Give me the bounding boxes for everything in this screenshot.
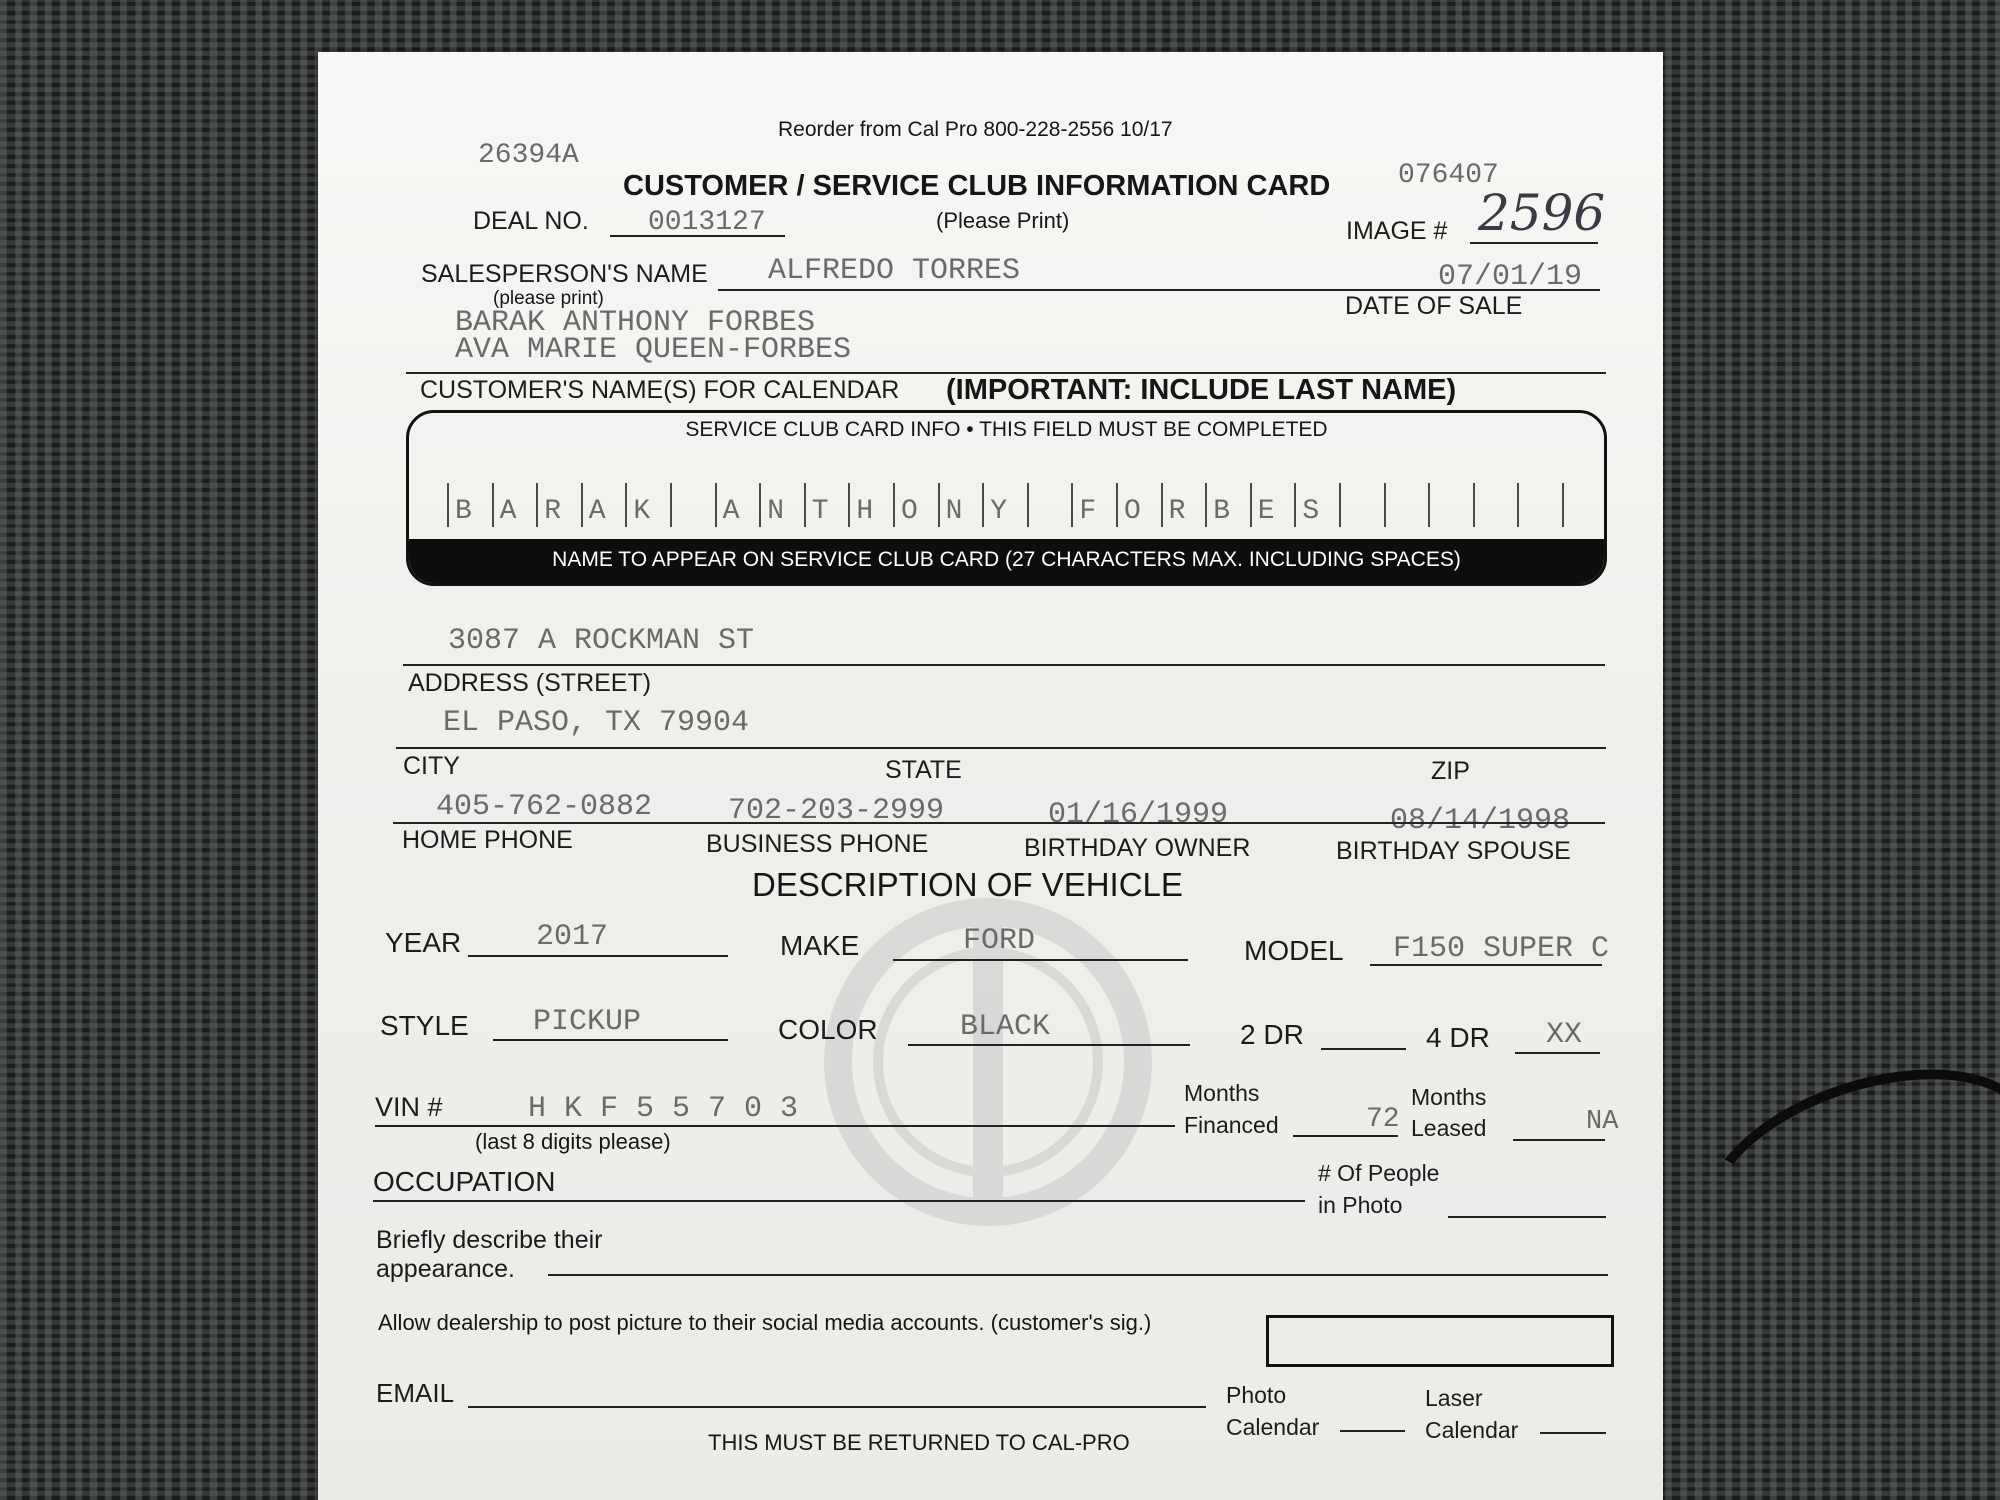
service-club-footer-band xyxy=(409,539,1604,583)
customer-names-label: CUSTOMER'S NAME(S) FOR CALENDAR xyxy=(420,376,900,404)
appearance-label-line1: Briefly describe their xyxy=(376,1226,603,1254)
home-phone-value: 405-762-0882 xyxy=(436,790,653,824)
image-no-value: 2596 xyxy=(1478,184,1606,242)
service-club-char: S xyxy=(1302,496,1320,527)
service-club-char: N xyxy=(767,496,784,527)
service-club-char-box xyxy=(938,483,984,527)
cable xyxy=(1681,1032,2000,1308)
form-title: CUSTOMER / SERVICE CLUB INFORMATION CARD xyxy=(623,170,1331,202)
zip-label: ZIP xyxy=(1431,757,1470,785)
salesperson-value: ALFREDO TORRES xyxy=(768,254,1021,288)
service-club-char-box xyxy=(1428,483,1474,527)
style-value: PICKUP xyxy=(533,1005,642,1039)
make-label: MAKE xyxy=(780,930,860,961)
service-club-char-box xyxy=(848,483,894,527)
model-label: MODEL xyxy=(1244,935,1344,966)
service-club-char: A xyxy=(722,496,740,527)
service-club-char-box xyxy=(581,483,627,527)
service-club-char: K xyxy=(633,496,651,527)
service-club-char: R xyxy=(1168,496,1186,527)
service-club-char-box xyxy=(1384,483,1430,527)
social-media-consent-label: Allow dealership to post picture to their social media accounts. (customer's sig.) xyxy=(378,1310,1152,1335)
service-club-char: A xyxy=(499,496,517,527)
date-of-sale-label: DATE OF SALE xyxy=(1345,292,1523,320)
address-label: ADDRESS (STREET) xyxy=(408,669,652,697)
service-club-char-box xyxy=(1205,483,1251,527)
customer-signature-box[interactable] xyxy=(1266,1315,1614,1367)
salesperson-label: SALESPERSON'S NAME xyxy=(421,260,708,288)
email-label: EMAIL xyxy=(376,1378,455,1408)
customer-name-1: BARAK ANTHONY FORBES xyxy=(455,306,816,340)
two-door-label: 2 DR xyxy=(1240,1019,1304,1050)
service-club-header: SERVICE CLUB CARD INFO • THIS FIELD MUST BE COMPLETED xyxy=(685,418,1328,441)
service-club-char-box xyxy=(1294,483,1340,527)
vehicle-section-header: DESCRIPTION OF VEHICLE xyxy=(752,866,1183,903)
year-label: YEAR xyxy=(385,927,462,958)
service-club-char-box xyxy=(492,483,538,527)
color-label: COLOR xyxy=(778,1014,878,1045)
service-club-char-box xyxy=(1473,483,1519,527)
photo-calendar-label-line1: Photo xyxy=(1226,1382,1287,1408)
service-club-char-box xyxy=(759,483,805,527)
service-club-char: R xyxy=(544,496,561,527)
service-club-char-box xyxy=(1116,483,1162,527)
service-club-char-box xyxy=(893,483,939,527)
service-club-char: F xyxy=(1079,496,1097,527)
service-club-char: N xyxy=(945,496,963,527)
people-in-photo-label-line1: # Of People xyxy=(1318,1160,1440,1186)
date-of-sale-value: 07/01/19 xyxy=(1438,260,1583,294)
return-to-cal-pro-note: THIS MUST BE RETURNED TO CAL-PRO xyxy=(708,1430,1130,1455)
birthday-spouse-label: BIRTHDAY SPOUSE xyxy=(1336,837,1571,865)
deal-no-value: 0013127 xyxy=(648,207,766,238)
color-value: BLACK xyxy=(960,1010,1051,1044)
service-club-char-box xyxy=(715,483,761,527)
people-in-photo-label-line2: in Photo xyxy=(1318,1192,1403,1218)
vin-value: H K F 5 5 7 0 3 xyxy=(528,1092,799,1126)
service-club-char-box xyxy=(1027,483,1073,527)
style-label: STYLE xyxy=(380,1010,469,1041)
service-club-char-box xyxy=(670,483,716,527)
service-club-char: T xyxy=(811,496,829,527)
service-club-char-box xyxy=(625,483,671,527)
service-club-char: E xyxy=(1257,496,1275,527)
service-club-char-box xyxy=(1339,483,1385,527)
service-club-box xyxy=(406,410,1607,586)
months-financed-value: 72 xyxy=(1366,1104,1400,1135)
months-financed-label-line2: Financed xyxy=(1184,1112,1279,1138)
service-club-char: B xyxy=(455,496,472,527)
service-club-char: A xyxy=(588,496,606,527)
make-value: FORD xyxy=(963,924,1036,958)
deal-no-label: DEAL NO. xyxy=(473,207,589,235)
laser-calendar-label-line1: Laser xyxy=(1425,1385,1483,1411)
service-club-char-box xyxy=(982,483,1028,527)
photo-calendar-label-line2: Calendar xyxy=(1226,1414,1320,1440)
service-club-char: H xyxy=(856,496,874,527)
months-leased-value: NA xyxy=(1586,1107,1619,1137)
birthday-owner-value: 01/16/1999 xyxy=(1048,798,1229,832)
service-club-char-box xyxy=(1517,483,1563,527)
business-phone-label: BUSINESS PHONE xyxy=(706,830,929,858)
salesperson-sub-label: (please print) xyxy=(493,288,604,309)
city-value: EL PASO, TX 79904 xyxy=(443,706,750,740)
months-financed-label-line1: Months xyxy=(1184,1080,1260,1106)
address-value: 3087 A ROCKMAN ST xyxy=(448,624,755,658)
state-label: STATE xyxy=(885,756,962,784)
city-label: CITY xyxy=(403,752,460,780)
occupation-label: OCCUPATION xyxy=(373,1166,556,1197)
service-club-char: O xyxy=(1124,496,1141,527)
months-leased-label-line2: Leased xyxy=(1411,1115,1487,1141)
service-club-char-box xyxy=(1161,483,1207,527)
image-no-label: IMAGE # xyxy=(1346,217,1448,245)
service-club-char-box xyxy=(804,483,850,527)
year-value: 2017 xyxy=(536,920,609,954)
service-club-char-box xyxy=(536,483,582,527)
service-club-char-box xyxy=(1071,483,1117,527)
service-club-char: O xyxy=(901,496,918,527)
laser-calendar-label-line2: Calendar xyxy=(1425,1417,1519,1443)
customer-name-2: AVA MARIE QUEEN-FORBES xyxy=(455,333,852,367)
four-door-label: 4 DR xyxy=(1426,1022,1490,1053)
form-code: 26394A xyxy=(478,140,579,171)
service-club-char-box xyxy=(1250,483,1296,527)
business-phone-value: 702-203-2999 xyxy=(728,794,945,828)
customer-info-card xyxy=(318,52,1663,1500)
home-phone-label: HOME PHONE xyxy=(402,826,573,854)
appearance-label-line2: appearance. xyxy=(376,1255,516,1283)
please-print-note: (Please Print) xyxy=(936,208,1070,233)
birthday-owner-label: BIRTHDAY OWNER xyxy=(1024,834,1251,862)
service-club-char: Y xyxy=(990,496,1007,527)
service-club-char-box xyxy=(1562,483,1607,527)
four-door-value: XX xyxy=(1546,1018,1583,1052)
vin-label: VIN # xyxy=(375,1092,443,1122)
model-value: F150 SUPER C xyxy=(1393,932,1610,966)
birthday-spouse-value: 08/14/1998 xyxy=(1390,804,1571,838)
service-club-footer: NAME TO APPEAR ON SERVICE CLUB CARD (27 CHARACTERS MAX. INCLUDING SPACES) xyxy=(552,548,1461,571)
customer-names-important-note: (IMPORTANT: INCLUDE LAST NAME) xyxy=(946,374,1457,406)
number-stamp: 076407 xyxy=(1398,160,1499,191)
reorder-note: Reorder from Cal Pro 800-228-2556 10/17 xyxy=(778,118,1173,141)
months-leased-label-line1: Months xyxy=(1411,1084,1487,1110)
vin-sub-label: (last 8 digits please) xyxy=(475,1129,671,1154)
service-club-char: B xyxy=(1213,496,1230,527)
service-club-char-box xyxy=(447,483,493,527)
